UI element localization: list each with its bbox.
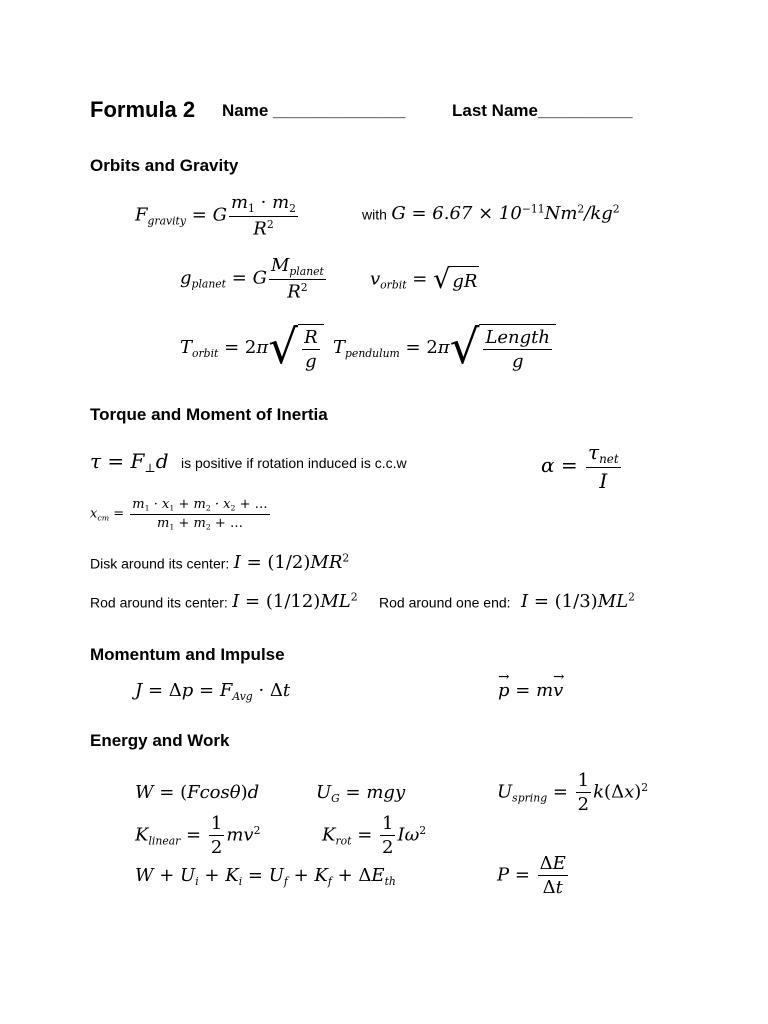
formula-rod-end-inertia: Rod around one end: $I = (1/3)ML^2$ xyxy=(379,591,635,613)
formula-power: P = $\frac{\Delta E}{\Delta t}$ xyxy=(497,853,566,898)
rod-end-label: Rod around one end: xyxy=(379,594,511,611)
g-constant-value: G = 6.67 × 10 xyxy=(391,203,522,225)
section-momentum: Momentum and Impulse xyxy=(90,645,285,664)
formula-impulse: $J = \Delta p = F_{Avg} \cdot \Delta t$ xyxy=(135,680,291,703)
formula-disk-inertia: Disk around its center: $I = (1/2)MR^2$ xyxy=(90,552,350,574)
formula-kinetic-linear: $K_{linear}$ = $\frac{1}{2}$ $mv^2$ xyxy=(135,813,261,858)
formula-spring-potential: $U_{spring}$ = $\frac{1}{2}$ $k(\Delta x)^2$ xyxy=(497,770,649,815)
formula-gravity-force: $F_{gravity} = G$ $\frac{m_1 \cdot m_2}{R^2}$ xyxy=(135,192,297,240)
g-constant-exponent: −11 xyxy=(521,203,545,216)
formula-rod-center-inertia: Rod around its center: $I = (1/12)ML^2$ xyxy=(90,591,358,613)
with-label: with xyxy=(362,206,387,223)
last-name-field[interactable]: Last Name__________ xyxy=(452,101,633,120)
formula-g-planet: $g_{planet} = G$ $\frac{M_{planet}}{R^2}$ xyxy=(180,255,324,303)
g-unit-denominator: /kg xyxy=(584,203,613,225)
formula-momentum: → p = m→ v xyxy=(498,680,563,701)
formula-torque: $\tau = F_\perp d$ is positive if rotation induced is c.c.w xyxy=(90,449,407,476)
section-energy: Energy and Work xyxy=(90,731,230,750)
formula-work: W = (Fcosθ)d xyxy=(135,782,260,803)
formula-gravitational-potential: $U_G$ = mgy xyxy=(316,782,406,805)
disk-label: Disk around its center: xyxy=(90,555,230,572)
formula-kinetic-rotational: $K_{rot}$ = $\frac{1}{2}$ $I\omega^2$ xyxy=(322,813,427,858)
formula-g-constant: with $G = 6.67 \times 10^{-11}Nm^2/kg^2$ xyxy=(362,203,620,225)
torque-note: is positive if rotation induced is c.c.w xyxy=(180,455,407,471)
formula-alpha: α = $\frac{\tau_{net}}{I}$ xyxy=(541,440,619,494)
name-field[interactable]: Name ______________ xyxy=(222,101,406,120)
rod-center-label: Rod around its center: xyxy=(90,594,228,611)
formula-energy-conservation: $W + U_i + K_i = U_f + K_f + \Delta E_{th}$ xyxy=(135,865,396,888)
formula-v-orbit: $v_{orbit}$ = √ gR xyxy=(370,264,478,295)
section-orbits: Orbits and Gravity xyxy=(90,156,239,175)
formula-t-pendulum: $T_{pendulum} = 2\pi$ √ $\frac{\text{Length}}{g}$ xyxy=(333,324,556,372)
formula-center-of-mass: $x_{cm}$ = $\frac{m_1 \cdot x_1 + m_2 \cdot x_2 + \dots}{m_1 + m_2 + \dots}$ xyxy=(90,497,268,532)
g-unit: Nm xyxy=(544,203,578,225)
section-torque: Torque and Moment of Inertia xyxy=(90,405,328,424)
page-title: Formula 2 xyxy=(90,97,196,122)
formula-t-orbit: $T_{orbit} = 2\pi$ √ $\frac{R}{g}$ xyxy=(180,324,324,372)
